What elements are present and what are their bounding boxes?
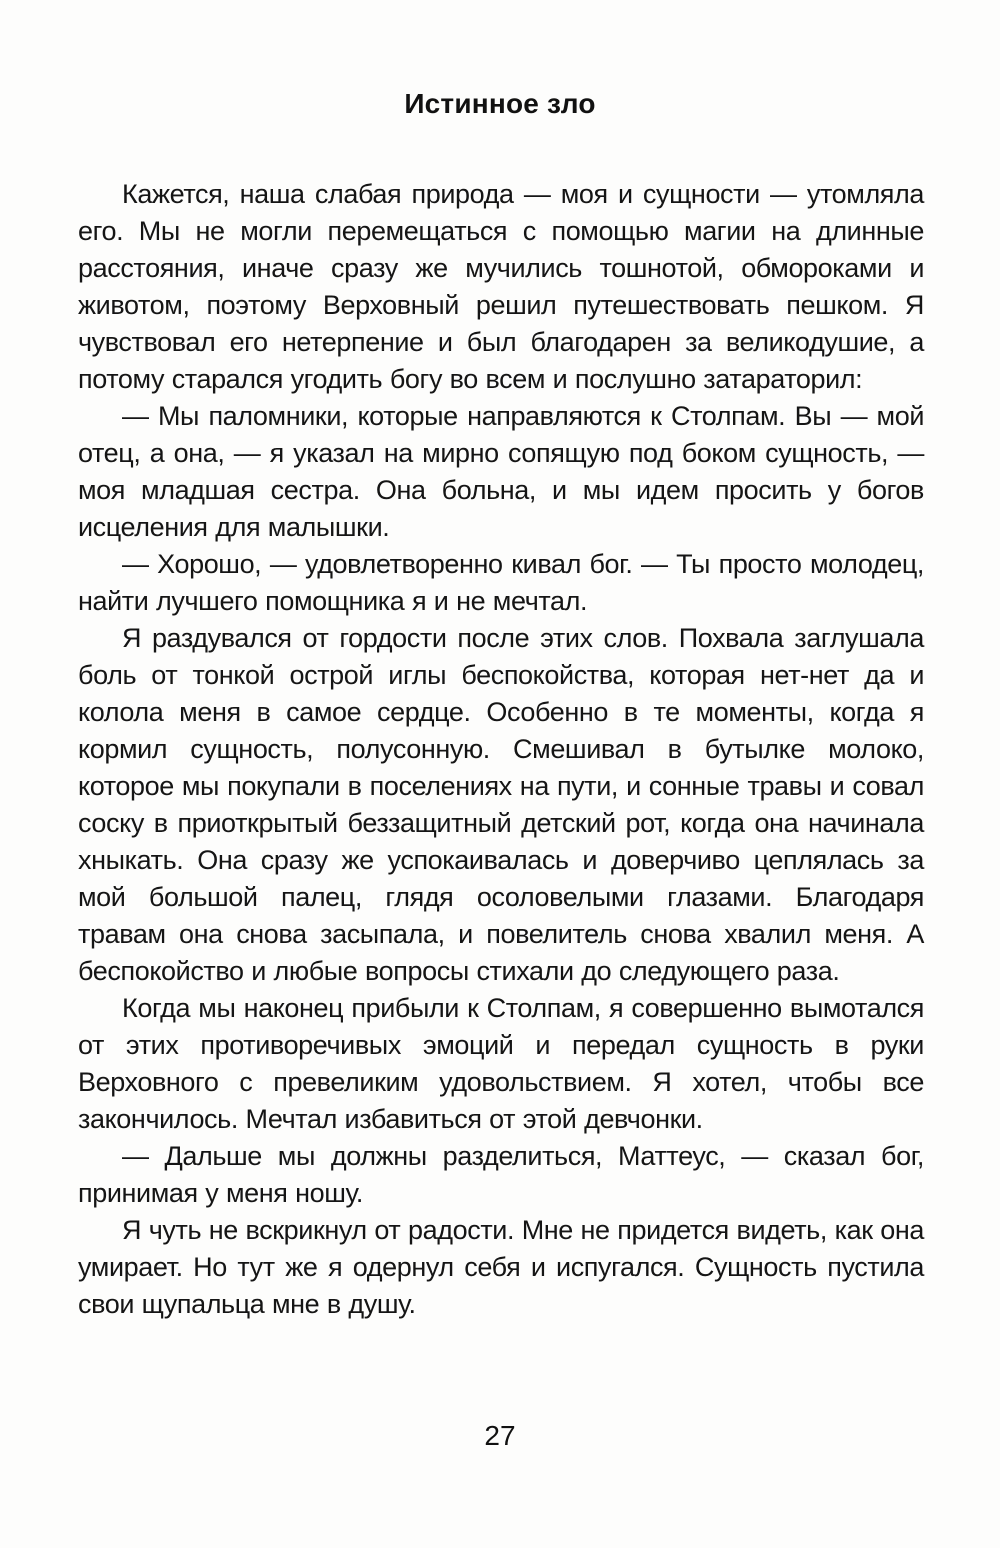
paragraph: Я чуть не вскрикнул от радости. Мне не придется видеть, как она умирает. Но тут же я одернул себя и испугался. Сущность пустила свои щупальца мне в душу. — [78, 1215, 924, 1319]
paragraph: — Дальше мы должны разделиться, Маттеус, — сказал бог, принимая у меня ношу. — [78, 1141, 924, 1208]
running-head: Истинное зло — [404, 88, 596, 119]
paragraph: — Хорошо, — удовлетворенно кивал бог. — Ты просто молодец, найти лучшего помощника я и не мечтал. — [78, 549, 924, 616]
paragraph: Я раздувался от гордости после этих слов. Похвала заглушала боль от тонкой острой иглы беспокойства, которая нет-нет да и колола меня в самое сердце. Особенно в те моменты, когда я кормил сущность, полусонную. Смешивал в бутылке молоко, которое мы покупали в поселениях на пути, и сонные травы и совал соску в приоткрытый беззащитный детский рот, когда она начинала хныкать. Она сразу же успокаивалась и доверчиво цеплялась за мой большой палец, глядя осоловелыми глазами. Благодаря травам она снова засыпала, и повелитель снова хвалил меня. А беспокойство и любые вопросы стихали до следующего раза. — [78, 623, 924, 986]
body-text — [78, 176, 924, 1323]
page-number: 27 — [484, 1420, 516, 1451]
paragraph: Когда мы наконец прибыли к Столпам, я совершенно вымотался от этих противоречивых эмоций и передал сущность в руки Верховного с превеликим удовольствием. Я хотел, чтобы все закончилось. Мечтал избавиться от этой девчонки. — [78, 993, 924, 1134]
paragraph: Кажется, наша слабая природа — моя и сущности — утомляла его. Мы не могли перемещаться с помощью магии на длинные расстояния, иначе сразу же мучились тошнотой, обмороками и животом, поэтому Верховный решил путешествовать пешком. Я чувствовал его нетерпение и был благодарен за великодушие, а потому старался угодить богу во всем и послушно затараторил: — [78, 179, 924, 394]
paragraph: — Мы паломники, которые направляются к Столпам. Вы — мой отец, а она, — я указал на мирно сопящую под боком сущность, — моя младшая сестра. Она больна, и мы идем просить у богов исцеления для малышки. — [78, 401, 924, 542]
